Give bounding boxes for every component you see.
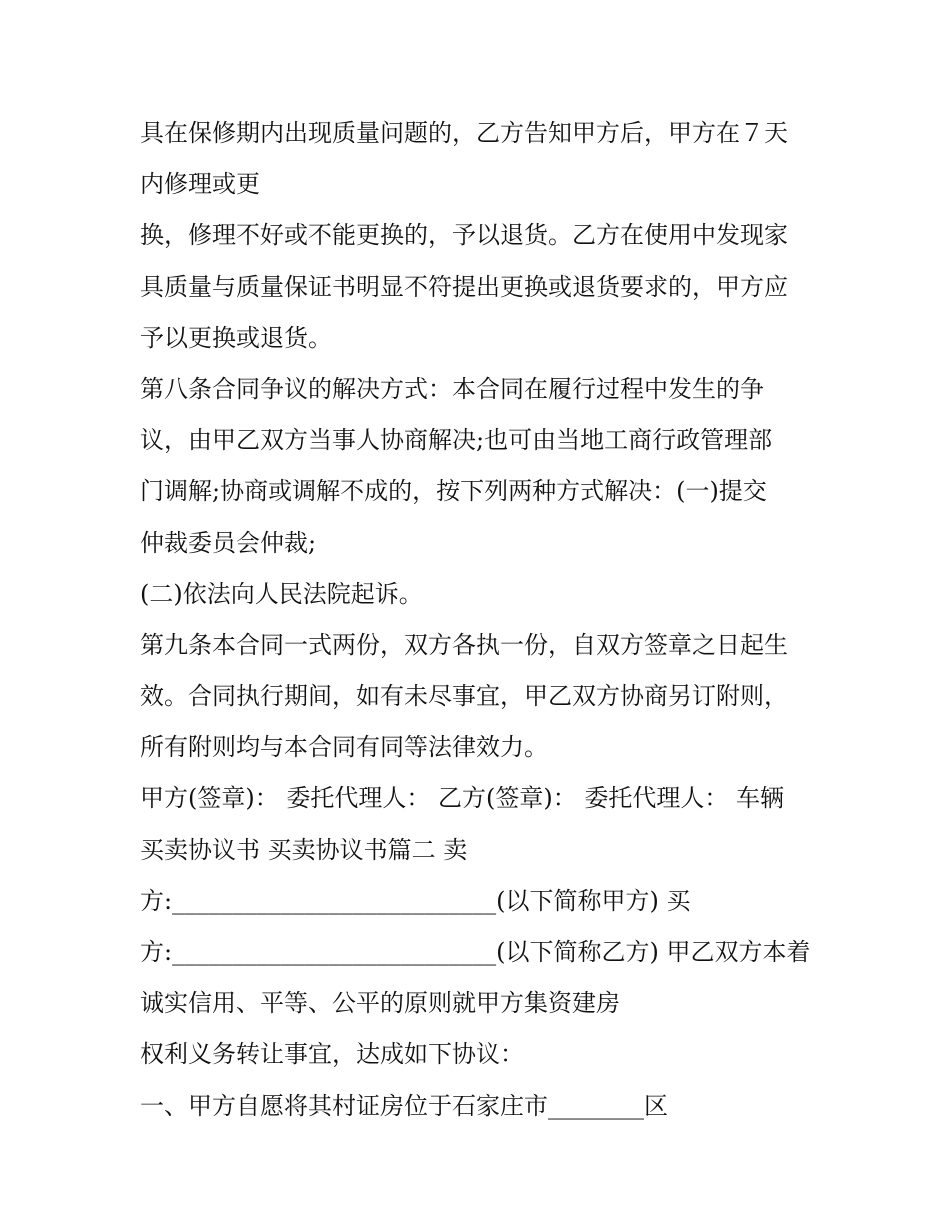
text-line: 权利义务转让事宜，达成如下协议： — [140, 1040, 524, 1069]
text-line: 具质量与质量保证书明显不符提出更换或退货要求的，甲方应 — [140, 272, 788, 301]
buyer-blank-line: 方:___________________________(以下简称乙方) 甲乙双方本着 — [140, 938, 811, 966]
text-line: 议，由甲乙双方当事人协商解决;也可由当地工商行政管理部 — [140, 426, 773, 455]
document-body — [140, 108, 830, 1132]
text-line: 内修理或更 — [140, 170, 260, 199]
text-line: 所有附则均与本合同有同等法律效力。 — [140, 733, 548, 762]
text-line: 换，修理不好或不能更换的，予以退货。乙方在使用中发现家 — [140, 221, 788, 250]
seller-blank-line: 方:___________________________(以下简称甲方) 买 — [140, 886, 691, 915]
text-line: 门调解;协商或调解不成的，按下列两种方式解决：(一)提交 — [140, 477, 767, 506]
signature-line: 甲方(签章)： 委托代理人： 乙方(签章)： 委托代理人： 车辆 — [140, 784, 784, 813]
clause-1-line: 一、甲方自愿将其村证房位于石家庄市________区 — [140, 1091, 668, 1120]
text-line: 诚实信用、平等、公平的原则就甲方集资建房 — [140, 989, 620, 1018]
text-line: 予以更换或退货。 — [140, 323, 332, 352]
article-8-heading-line: 第八条合同争议的解决方式：本合同在履行过程中发生的争 — [140, 374, 764, 403]
section-title-line: 买卖协议书 买卖协议书篇二 卖 — [140, 835, 468, 864]
text-line: 效。合同执行期间，如有未尽事宜，甲乙双方协商另订附则， — [140, 682, 788, 711]
text-line: (二)依法向人民法院起诉。 — [140, 579, 423, 608]
text-line: 具在保修期内出现质量问题的，乙方告知甲方后，甲方在７天 — [140, 119, 788, 147]
text-line: 仲裁委员会仲裁; — [140, 528, 317, 557]
article-9-heading-line: 第九条本合同一式两份，双方各执一份，自双方签章之日起生 — [140, 630, 788, 659]
